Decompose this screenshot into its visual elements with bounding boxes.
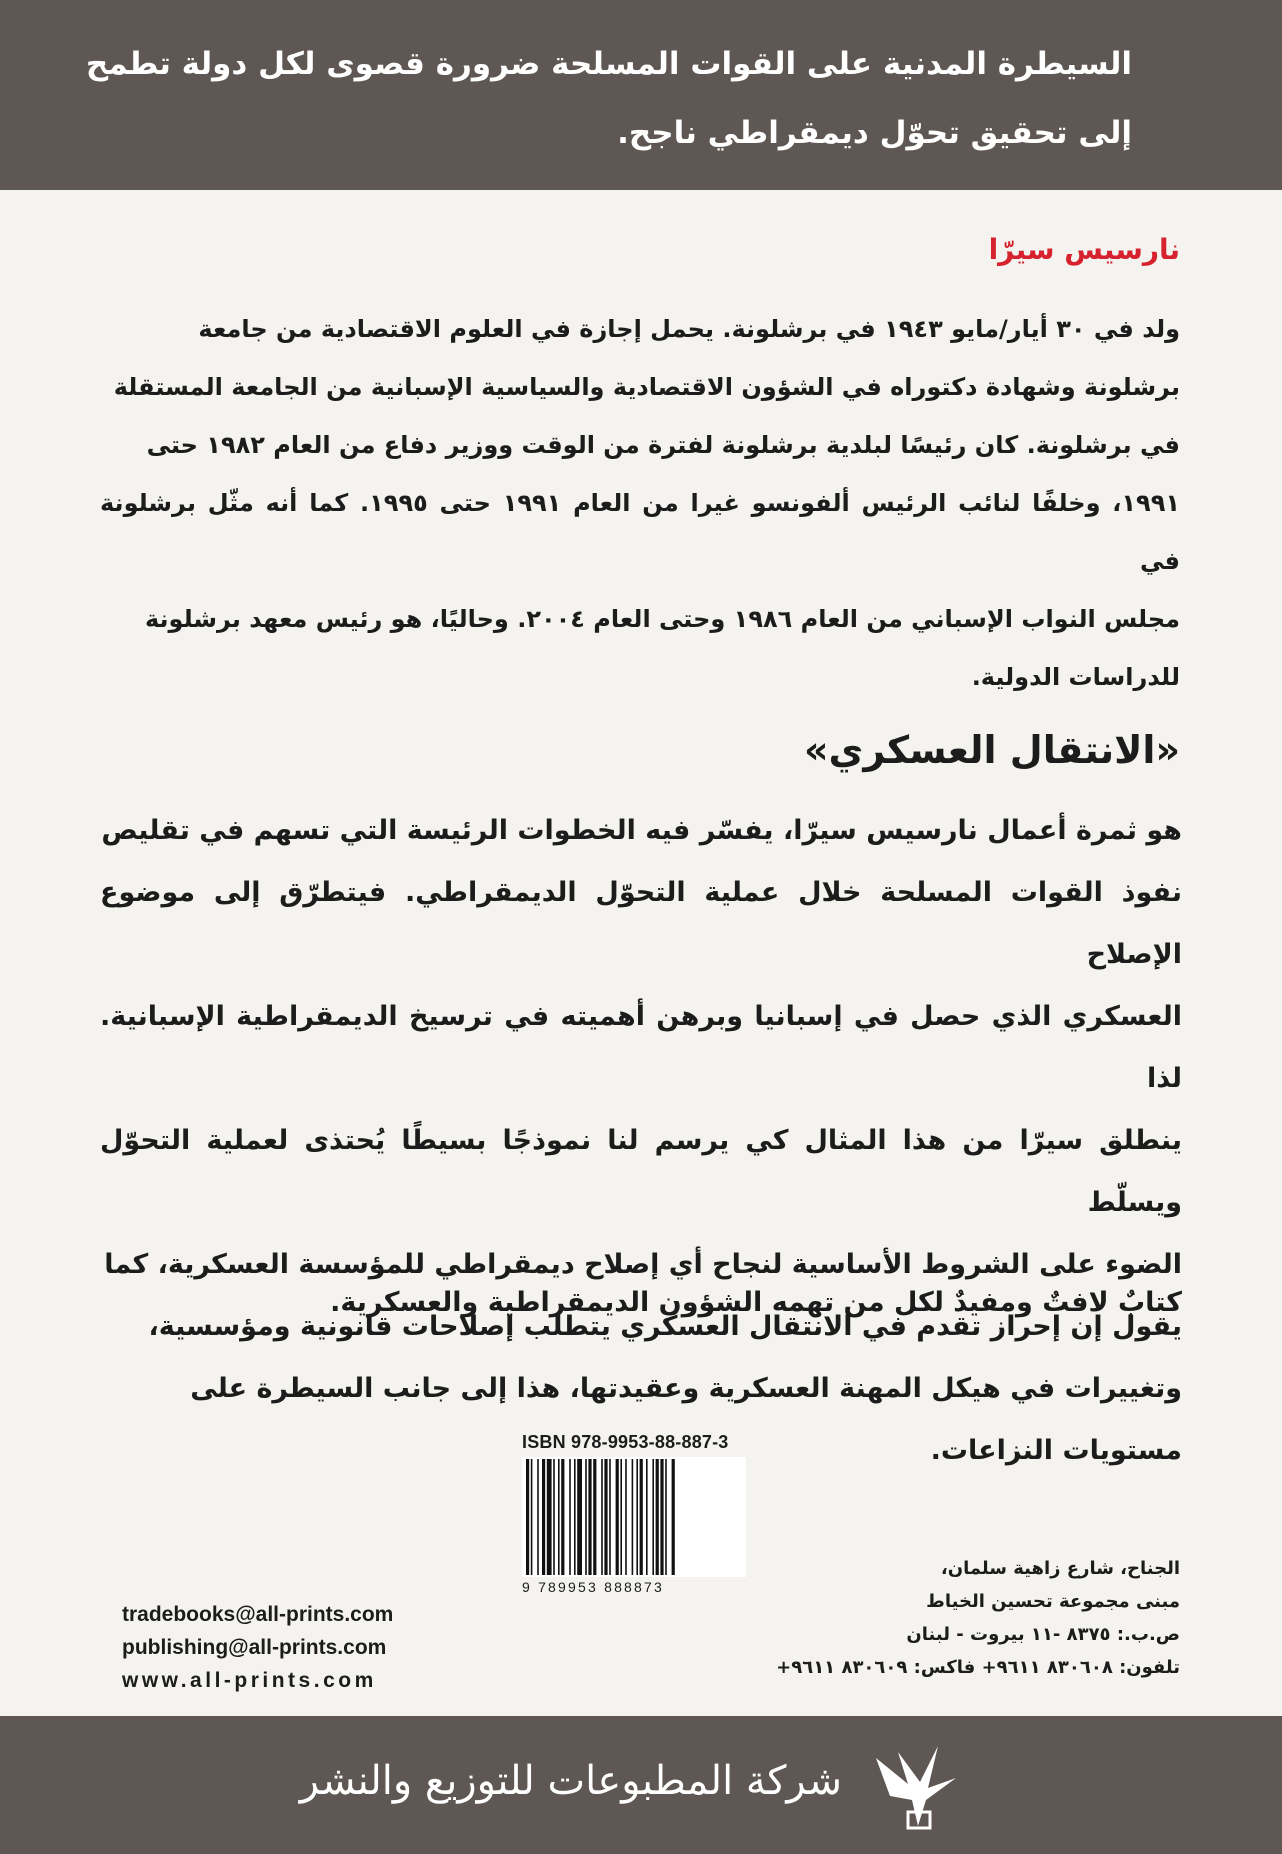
barcode-bar [620, 1459, 622, 1575]
isbn-label: ISBN 978-9953-88-887-3 [522, 1432, 729, 1452]
barcode-bar [665, 1459, 667, 1575]
barcode-bar [632, 1459, 634, 1575]
book-description [100, 800, 1182, 1482]
barcode-digits: 9 789953 888873 [522, 1579, 664, 1595]
desc-line: مستويات النزاعات. [930, 1435, 1182, 1466]
desc-line: يقول إن إحراز تقدم في الانتقال العسكري يتطلب إصلاحات قانونية ومؤسسية، [148, 1311, 1182, 1342]
barcode-bar [537, 1459, 539, 1575]
desc-line: هو ثمرة أعمال نارسيس سيرّا، يفسّر فيه الخطوات الرئيسة التي تسهم في تقليص [101, 815, 1182, 846]
barcode-bar [526, 1459, 529, 1575]
tagline-band [0, 0, 1282, 190]
barcode-bar [531, 1459, 533, 1575]
barcode-bar [569, 1459, 571, 1575]
barcode-bar [561, 1459, 564, 1575]
desc-line: الضوء على الشروط الأساسية لنجاح أي إصلاح ديمقراطي للمؤسسة العسكرية، كما [104, 1249, 1182, 1280]
barcode-bar [616, 1459, 619, 1575]
barcode-bar [625, 1459, 627, 1575]
barcode-bar [542, 1459, 545, 1575]
author-name: نارسيس سيرّا [988, 233, 1180, 266]
isbn-block [522, 1432, 746, 1595]
barcode-bar [588, 1459, 591, 1575]
bio-line: برشلونة وشهادة دكتوراه في الشؤون الاقتصادية والسياسية الإسبانية من الجامعة المستقلة [113, 373, 1180, 401]
publisher-band [0, 1716, 1282, 1854]
bird-logo-icon [868, 1738, 964, 1834]
barcode-bar [672, 1459, 675, 1575]
barcode-bar [601, 1459, 603, 1575]
barcode-bar [547, 1459, 552, 1575]
barcode-bar [640, 1459, 643, 1575]
bio-line: في برشلونة. كان رئيسًا لبلدية برشلونة لفترة من الوقت ووزير دفاع من العام ١٩٨٢ حتى [146, 431, 1180, 459]
barcode-bar [609, 1459, 611, 1575]
desc-line: نفوذ القوات المسلحة خلال عملية التحوّل الديمقراطي. فيتطرّق إلى موضوع الإصلاح [100, 877, 1182, 970]
book-title: «الانتقال العسكري» [804, 728, 1180, 772]
contact-emails [122, 1598, 393, 1697]
barcode-bar [558, 1459, 560, 1575]
barcode-bar [652, 1459, 654, 1575]
bio-line: ولد في ٣٠ أيار/مايو ١٩٤٣ في برشلونة. يحمل إجازة في العلوم الاقتصادية من جامعة [198, 315, 1180, 343]
desc-line: العسكري الذي حصل في إسبانيا وبرهن أهميته في ترسيخ الديمقراطية الإسبانية. لذا [100, 1001, 1182, 1094]
address-line: ص.ب.: ٨٣٧٥ -١١ بيروت - لبنان [906, 1624, 1180, 1645]
barcode-bar [604, 1459, 607, 1575]
author-bio [100, 300, 1180, 706]
desc-line: وتغييرات في هيكل المهنة العسكرية وعقيدتها، هذا إلى جانب السيطرة على [190, 1373, 1182, 1404]
closing-sentence: كتابٌ لافتٌ ومفيدٌ لكل من تهمه الشؤون الديمقراطية والعسكرية. [330, 1287, 1182, 1318]
address-line: الجناح، شارع زاهية سلمان، [940, 1558, 1180, 1579]
barcode-bar [574, 1459, 576, 1575]
bio-line: للدراسات الدولية. [971, 663, 1180, 691]
tagline-line-1: السيطرة المدنية على القوات المسلحة ضرورة قصوى لكل دولة تطمح [85, 46, 1132, 82]
barcode-bar [646, 1459, 648, 1575]
desc-line: ينطلق سيرّا من هذا المثال كي يرسم لنا نموذجًا بسيطًا يُحتذى لعملية التحوّل ويسلّط [100, 1125, 1182, 1218]
barcode-bar [656, 1459, 659, 1575]
website-link[interactable]: www.all-prints.com [122, 1669, 377, 1692]
barcode-bar [553, 1459, 555, 1575]
barcode-bar [585, 1459, 587, 1575]
publisher-name: شركة المطبوعات للتوزيع والنشر [299, 1758, 842, 1804]
publisher-address [776, 1552, 1180, 1684]
barcode-bar [660, 1459, 663, 1575]
barcode-bar [593, 1459, 596, 1575]
barcode [522, 1457, 746, 1577]
barcode-bar [636, 1459, 638, 1575]
barcode-bar [577, 1459, 582, 1575]
tagline-line-2: إلى تحقيق تحوّل ديمقراطي ناجح. [617, 115, 1132, 151]
bio-line: مجلس النواب الإسباني من العام ١٩٨٦ وحتى العام ٢٠٠٤. وحاليًا، هو رئيس معهد برشلونة [144, 605, 1180, 633]
email-tradebooks[interactable]: tradebooks@all-prints.com [122, 1603, 394, 1626]
email-publishing[interactable]: publishing@all-prints.com [122, 1636, 387, 1659]
address-line: مبنى مجموعة تحسين الخياط [926, 1591, 1180, 1612]
address-line: تلفون: ٨٣٠٦٠٨ ٩٦١١+ فاكس: ٨٣٠٦٠٩ ٩٦١١+ [776, 1657, 1180, 1678]
bio-line: ١٩٩١، وخلفًا لنائب الرئيس ألفونسو غيرا من العام ١٩٩١ حتى ١٩٩٥. كما أنه مثّل برشلونة في [100, 489, 1180, 575]
